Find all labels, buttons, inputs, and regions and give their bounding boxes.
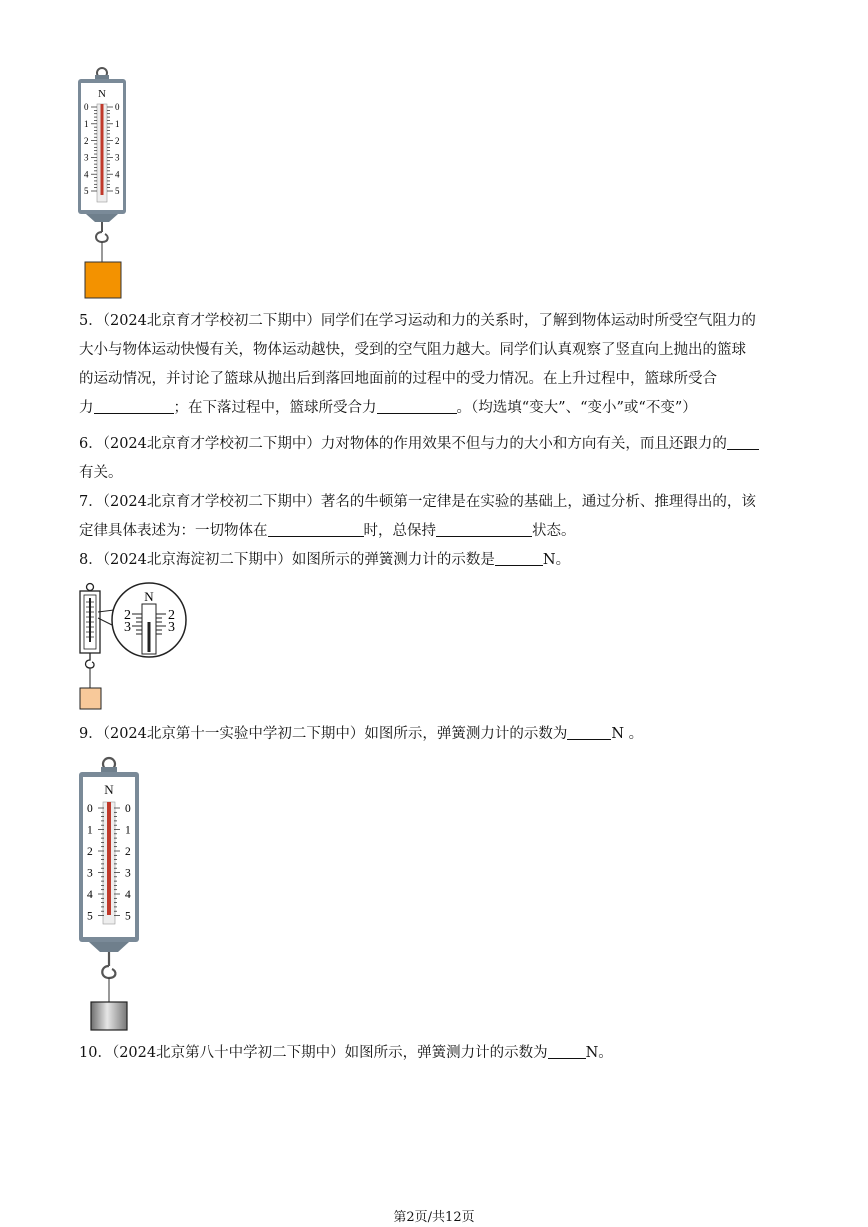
answer-blank[interactable] [377, 399, 457, 414]
fig9-tick-label-left-5: 5 [87, 910, 93, 923]
fig1-tick-label-left-5: 5 [84, 186, 89, 197]
answer-blank[interactable] [567, 725, 611, 740]
metal-block [91, 1002, 127, 1030]
fig9-tick-label-right-4: 4 [125, 889, 131, 902]
question-9: 9．（2024北京第十一实验中学初二下期中）如图所示，弹簧测力计的示数为 N 。 [79, 726, 644, 742]
fig9-tick-label-left-4: 4 [87, 889, 93, 902]
spring-scale-figure-9 [76, 756, 142, 1034]
answer-blank[interactable] [548, 1044, 586, 1059]
fig9-unit: N [104, 782, 114, 797]
fig8-tick-3-left: 3 [124, 620, 131, 635]
fig8-unit: N [144, 589, 154, 604]
fig1-tick-label-left-1: 1 [84, 118, 89, 129]
fig1-tick-label-right-3: 3 [115, 152, 120, 163]
answer-blank[interactable] [495, 551, 543, 566]
fig9-tick-label-right-5: 5 [125, 910, 131, 923]
fig1-unit: N [98, 88, 106, 100]
fig8-tick-2-right: 2 [168, 608, 175, 623]
fig9-tick-label-right-0: 0 [125, 803, 131, 816]
fig1-tick-label-right-2: 2 [115, 135, 120, 146]
question-8: 8．（2024北京海淀初二下期中）如图所示的弹簧测力计的示数是 N。 [79, 552, 571, 568]
orange-block [85, 262, 121, 298]
fig9-tick-label-left-1: 1 [87, 824, 93, 837]
fig1-tick-label-left-3: 3 [84, 152, 89, 163]
answer-blank[interactable] [94, 399, 174, 414]
question-7: 7．（2024北京育才学校初二下期中）著名的牛顿第一定律是在实验的基础上，通过分析、推理得出的，该 定律具体表述为：一切物体在 时，总保持 状态。 [79, 494, 756, 539]
fig9-tick-label-right-2: 2 [125, 846, 131, 859]
fig1-tick-label-right-0: 0 [115, 102, 120, 113]
fig1-tick-label-right-1: 1 [115, 118, 120, 129]
answer-blank[interactable] [436, 522, 532, 537]
fig1-tick-label-left-4: 4 [84, 169, 89, 180]
spring-scale-figure-8 [76, 582, 198, 714]
fig1-tick-label-left-0: 0 [84, 102, 89, 113]
question-10: 10．（2024北京第八十中学初二下期中）如图所示，弹簧测力计的示数为 N。 [79, 1045, 613, 1061]
fig9-tick-label-right-3: 3 [125, 867, 131, 880]
fig8-tick-3-right: 3 [168, 620, 175, 635]
fig8-tick-2-left: 2 [124, 608, 131, 623]
page-footer: 第2页/共12页 [393, 1210, 475, 1225]
spring-scale-figure-1 [76, 66, 128, 302]
fig9-tick-label-left-0: 0 [87, 803, 93, 816]
fig1-tick-label-right-5: 5 [115, 186, 120, 197]
fig1-tick-label-left-2: 2 [84, 135, 89, 146]
fig9-tick-label-left-3: 3 [87, 867, 93, 880]
question-5: 5．（2024北京育才学校初二下期中）同学们在学习运动和力的关系时，了解到物体运动时所受空气阻力的 大小与物体运动快慢有关，物体运动越快，受到的空气阻力越大。同学们认真观察了竖直向上抛出的篮球 的运动情况，并讨论了篮球从抛出后到落回地面前的过程中的受力情况。在上升过程中，篮球所受合 力 ；在下落过程中，篮球所受合力 。（均选填“变大”、“变小”或“不变”） [79, 313, 756, 416]
fig1-tick-label-right-4: 4 [115, 169, 120, 180]
answer-blank[interactable] [727, 435, 759, 450]
question-6: 6．（2024北京育才学校初二下期中）力对物体的作用效果不但与力的大小和方向有关，而且还跟力的 有关。 [79, 430, 791, 488]
fig9-tick-label-left-2: 2 [87, 846, 93, 859]
fig9-tick-label-right-1: 1 [125, 824, 131, 837]
peach-block [80, 688, 101, 709]
answer-blank[interactable] [268, 522, 364, 537]
